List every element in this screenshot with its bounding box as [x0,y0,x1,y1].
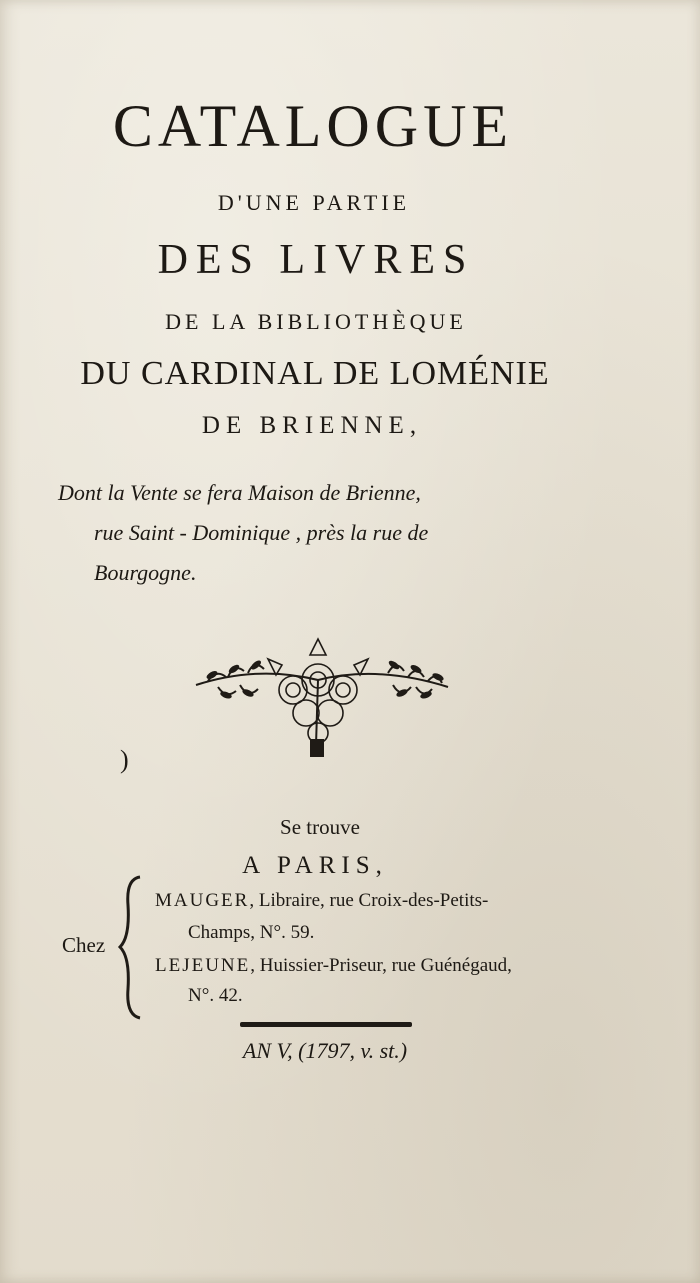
subtitle-brienne: DE BRIENNE, [201,412,423,439]
publication-date: AN V, (1797, v. st.) [242,1038,408,1063]
stray-mark: ) [120,745,129,774]
subtitle-partie: D'UNE PARTIE [217,190,411,215]
publisher-lejeune [155,955,512,977]
publisher-mauger [155,890,488,912]
chez-label: Chez [62,933,106,957]
sale-note-line-1: Dont la Vente se fera Maison de Brienne, [58,480,421,505]
floral-vignette-icon [188,635,456,760]
divider-rule [240,1022,412,1027]
subtitle-bibliotheque: DE LA BIBLIOTHÈQUE [165,309,467,334]
curly-brace-icon [118,875,144,1020]
subtitle-cardinal: DU CARDINAL DE LOMÉNIE [80,355,550,392]
publisher-name: MAUGER [155,890,250,911]
publisher-desc: , Huissier-Priseur, rue Guénégaud, [250,955,512,976]
sale-note-line-2: rue Saint - Dominique , près la rue de [94,520,429,545]
page-title: CATALOGUE [112,93,514,159]
imprint-city: A PARIS, [242,852,388,879]
publisher-lejeune-address: N°. 42. [188,985,243,1006]
subtitle-livres: DES LIVRES [157,237,475,283]
publisher-desc: , Libraire, rue Croix-des-Petits- [249,890,489,911]
bleed-through [460,560,465,583]
se-trouve: Se trouve [280,815,360,839]
publisher-name: LEJEUNE [155,955,251,976]
publisher-mauger-address: Champs, N°. 59. [188,922,315,943]
sale-note-line-3: Bourgogne. [94,560,197,585]
